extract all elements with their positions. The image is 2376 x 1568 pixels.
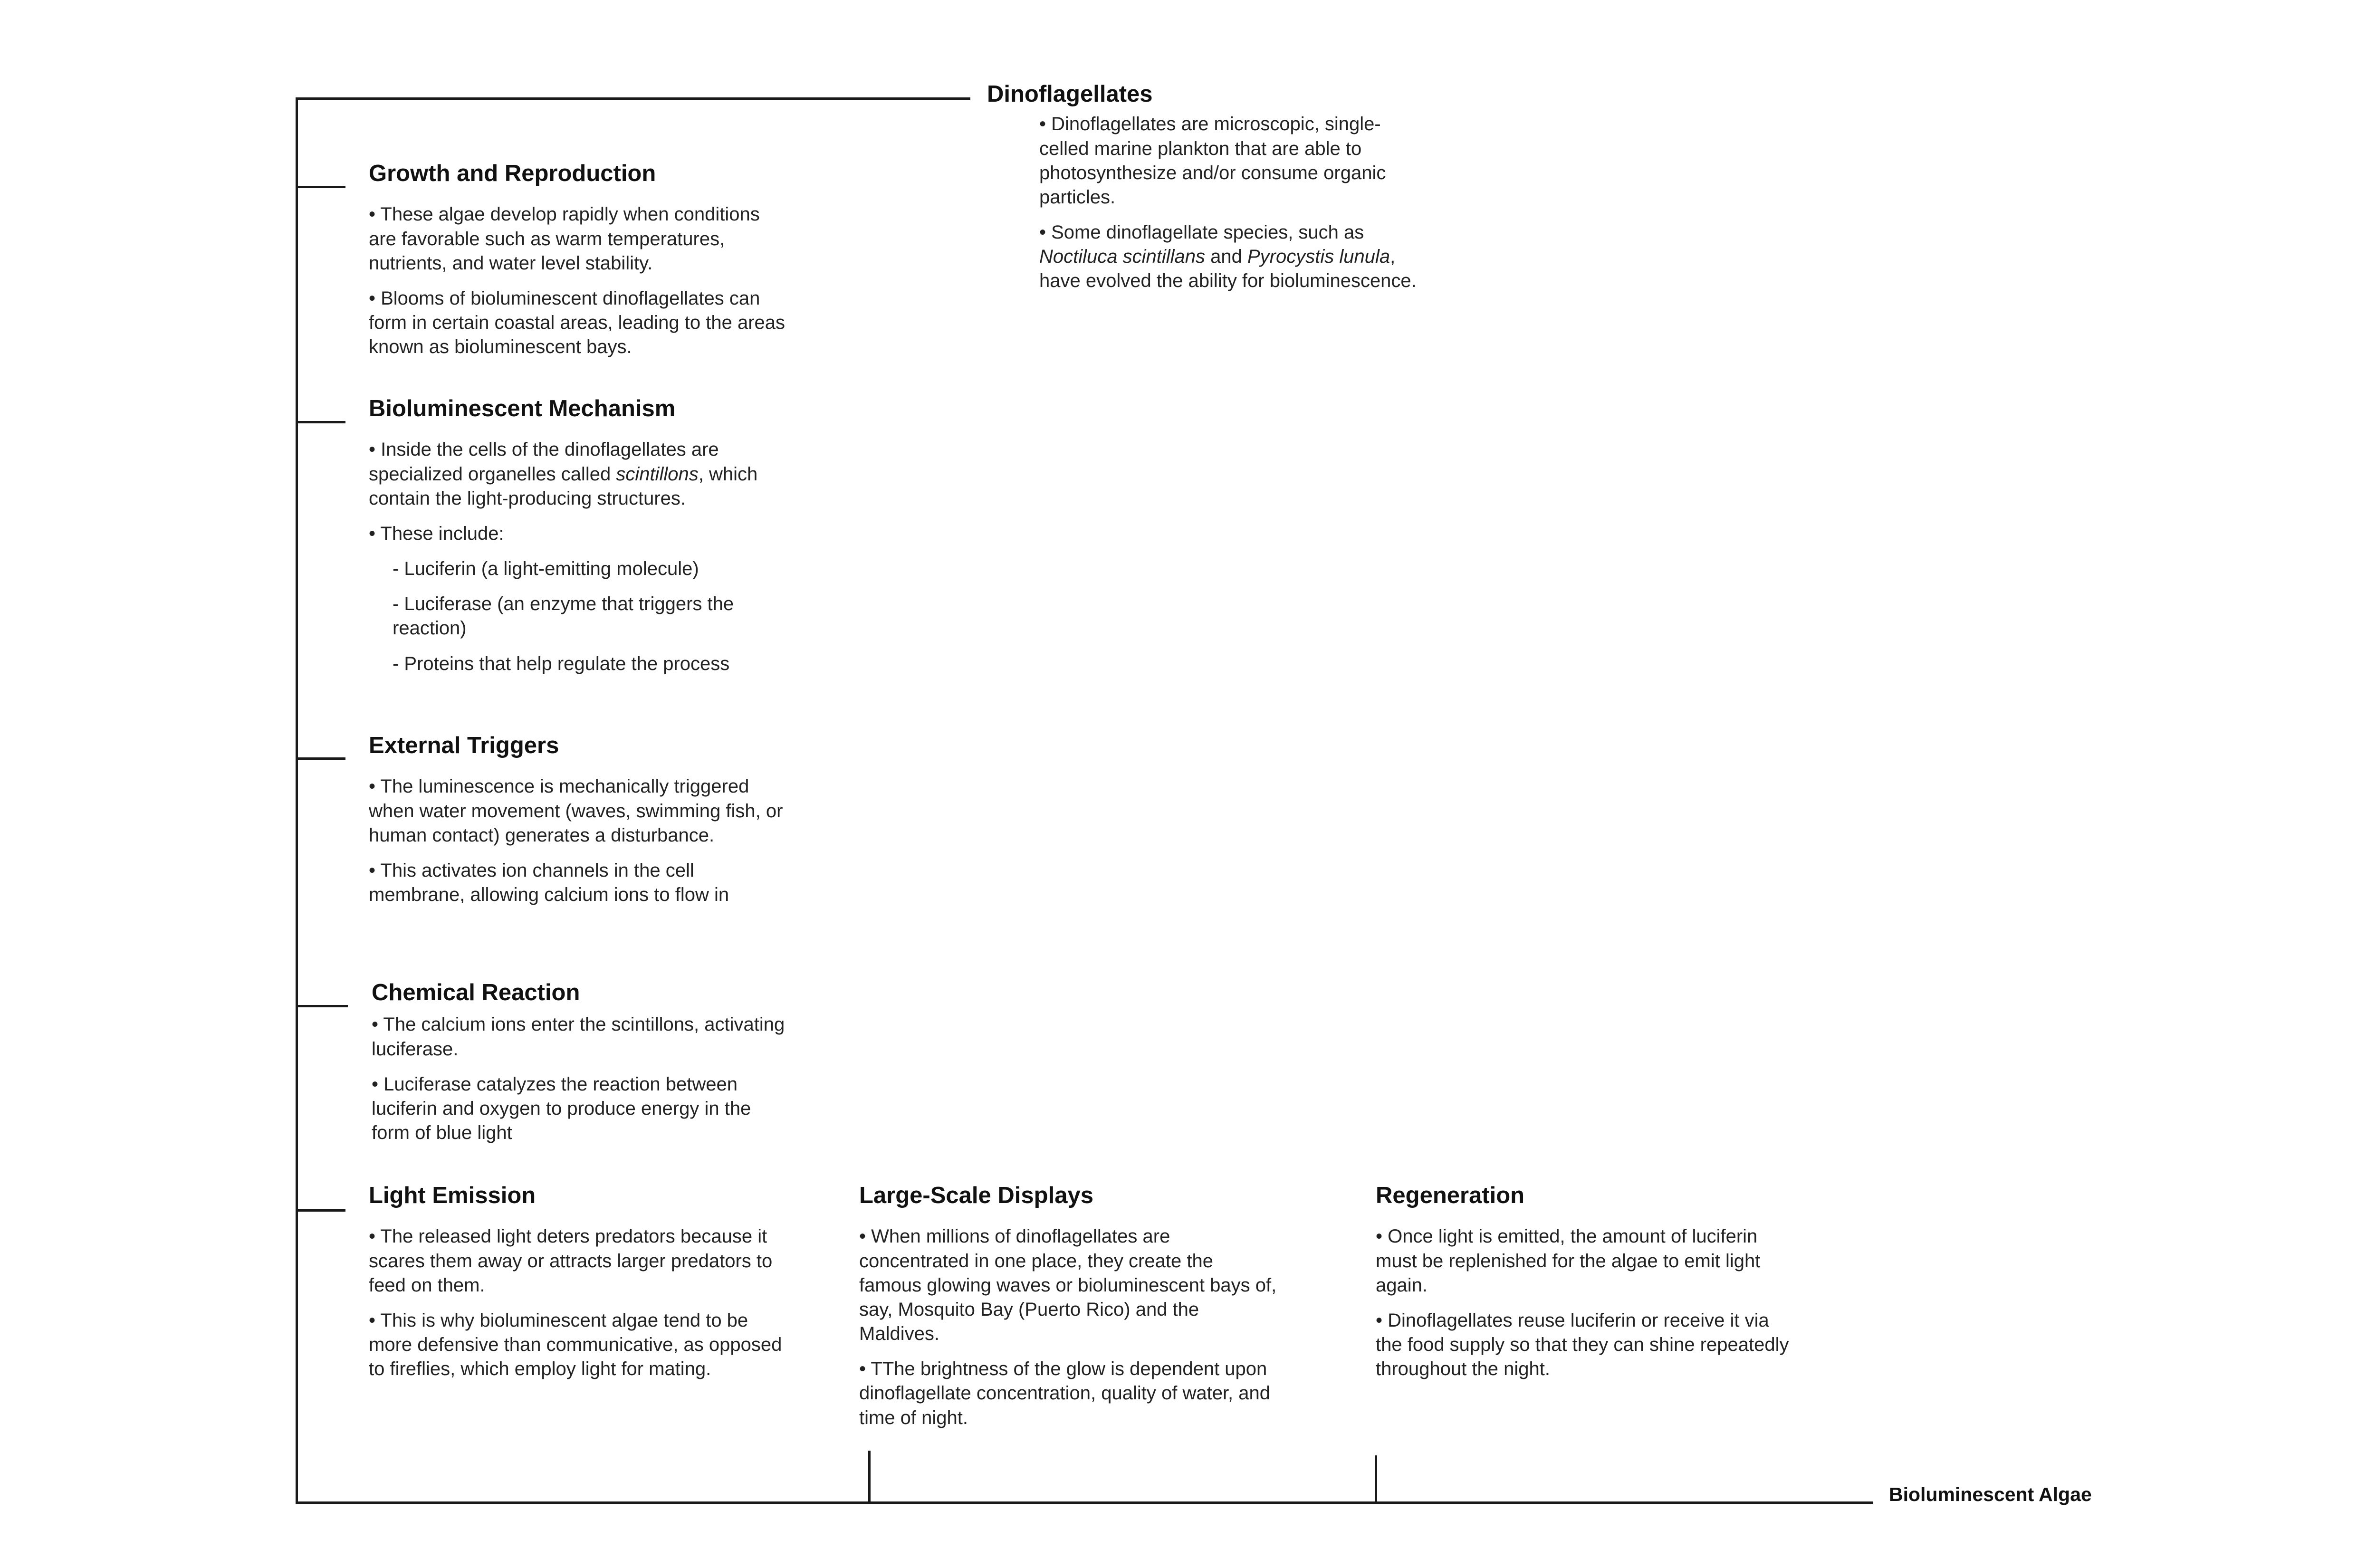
- species-name: Noctiluca scintillans: [1039, 246, 1206, 268]
- section-title: Regeneration: [1376, 1183, 1525, 1208]
- bullet: • These include:: [369, 523, 504, 544]
- bullet: • TThe brightness of the glow is dependent upon dinoflagellate concentration, quality of water, and time of night.: [859, 1358, 1271, 1428]
- section-regeneration: [1376, 1182, 1794, 1392]
- bullet: • Dinoflagellates are microscopic, single-celled marine plankton that are able to photosynthesize and/or consume organic particles.: [1039, 114, 1386, 208]
- section-large-scale-displays: [859, 1182, 1277, 1441]
- bullet: • When millions of dinoflagellates are concentrated in one place, they create the famous glowing waves or bioluminescent bays of, say, Mosquito Bay (Puerto Rico) and the Maldives.: [859, 1226, 1277, 1345]
- section-title: Chemical Reaction: [372, 980, 580, 1005]
- tick-emission: [296, 1209, 345, 1212]
- spine-line: [296, 97, 298, 1504]
- diagram-title-label: Bioluminescent Algae: [1889, 1483, 2092, 1505]
- sub-bullet: - Proteins that help regulate the process: [393, 653, 730, 674]
- section-growth-reproduction: [369, 160, 787, 370]
- sub-bullet: - Luciferin (a light-emitting molecule): [393, 558, 699, 580]
- tick-triggers: [296, 757, 345, 760]
- bullet: • The calcium ions enter the scintillons, activating luciferase.: [372, 1014, 785, 1060]
- sub-bullet: - Luciferase (an enzyme that triggers the reaction): [393, 593, 734, 639]
- tick-chemical: [296, 1005, 348, 1007]
- section-light-emission: [369, 1182, 792, 1392]
- section-title: External Triggers: [369, 733, 559, 758]
- section-title: Light Emission: [369, 1183, 536, 1208]
- section-title: Large-Scale Displays: [859, 1183, 1093, 1208]
- bullet: • This is why bioluminescent algae tend to be more defensive than communicative, as opposed to fireflies, which employ light for mating.: [369, 1310, 782, 1380]
- tick-displays: [868, 1451, 871, 1503]
- bullet: • Dinoflagellates reuse luciferin or receive it via the food supply so that they can shine repeatedly throughout the night.: [1376, 1310, 1789, 1380]
- bullet: • The released light deters predators because it scares them away or attracts larger predators to feed on them.: [369, 1226, 773, 1296]
- section-title: Dinoflagellates: [987, 81, 1153, 107]
- section-title: Bioluminescent Mechanism: [369, 396, 676, 421]
- tick-regeneration: [1375, 1455, 1377, 1503]
- bullet: • The luminescence is mechanically triggered when water movement (waves, swimming fish, or human contact) generates a disturbance.: [369, 776, 783, 846]
- tick-mechanism: [296, 421, 345, 423]
- bullet: • Some dinoflagellate species, such as Noctiluca scintillans and Pyrocystis lunula, have evolved the ability for bioluminescence.: [1039, 222, 1417, 292]
- species-name: Pyrocystis lunula: [1247, 246, 1390, 268]
- bullet: • Luciferase catalyzes the reaction between luciferin and oxygen to produce energy in the form of blue light: [372, 1073, 751, 1144]
- section-dinoflagellates: [987, 81, 1424, 305]
- bullet: • Once light is emitted, the amount of luciferin must be replenished for the algae to emit light again.: [1376, 1226, 1761, 1296]
- section-chemical-reaction: [372, 979, 790, 1156]
- top-branch-line: [296, 97, 970, 100]
- bottom-axis-line: [296, 1501, 1873, 1504]
- section-title: Growth and Reproduction: [369, 161, 656, 186]
- bullet: • This activates ion channels in the cell membrane, allowing calcium ions to flow in: [369, 860, 729, 906]
- bullet: • Blooms of bioluminescent dinoflagellates can form in certain coastal areas, leading to the areas known as bioluminescent bays.: [369, 287, 786, 358]
- term: scintillons: [616, 463, 699, 485]
- section-external-triggers: [369, 732, 787, 918]
- bullet: • These algae develop rapidly when conditions are favorable such as warm temperatures, nutrients, and water level stability.: [369, 204, 760, 274]
- tick-growth: [296, 186, 345, 188]
- section-bioluminescent-mechanism: [369, 395, 787, 687]
- bullet: • Inside the cells of the dinoflagellates are specialized organelles called scintillons, which contain the light-producing structures.: [369, 439, 758, 509]
